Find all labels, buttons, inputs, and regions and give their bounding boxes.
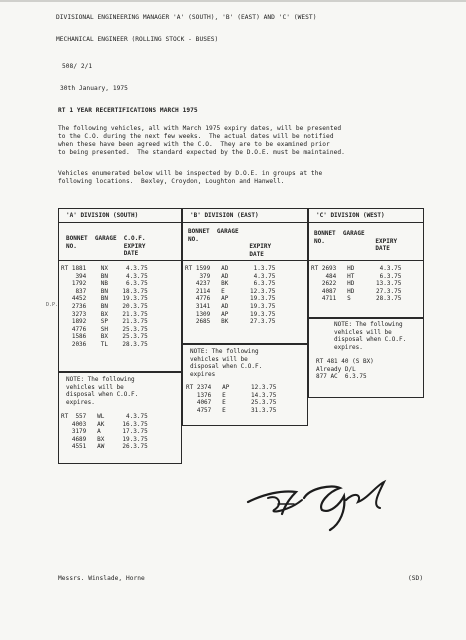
paragraph-1-line: to the C.O. during the next few weeks. The actual dates will be notified <box>58 133 334 140</box>
division-a-column-headers: BONNET GARAGE C.O.F. NO. EXPIRY DATE <box>66 235 146 258</box>
handwritten-signature <box>244 474 394 534</box>
recipients-line: Messrs. Winslade, Horne <box>58 575 145 582</box>
letter-date: 30th January, 1975 <box>60 85 128 92</box>
paragraph-2-line: Vehicles enumerated below will be inspected by D.O.E. in groups at the <box>58 170 323 177</box>
division-b-title: 'B' DIVISION (EAST) <box>190 212 259 219</box>
scan-edge <box>0 0 466 2</box>
paragraph-2-line: following locations. Bexley, Croydon, Loughton and Hanwell. <box>58 178 285 185</box>
paragraph-1-line: when these have been agreed with the C.O. They are to be examined prior <box>58 141 330 148</box>
division-b-disposal-rows: RT 2374 AP 12.3.75 1376 E 14.3.75 4067 E 25.3.75 4757 E 31.3.75 <box>186 384 277 414</box>
division-a-title: 'A' DIVISION (SOUTH) <box>66 212 139 219</box>
header-line-1: DIVISIONAL ENGINEERING MANAGER 'A' (SOUTH), 'B' (EAST) AND 'C' (WEST) <box>56 14 317 21</box>
paragraph-1-line: The following vehicles, all with March 1975 expiry dates, will be presented <box>58 125 342 132</box>
division-a-disposal-rows: RT 557 WL 4.3.75 4003 AK 16.3.75 3179 A 17.3.75 4689 BX 19.3.75 4551 AW 26.3.75 <box>61 413 148 451</box>
division-c-note: NOTE: The following vehicles will be disposal when C.O.F. expires. <box>334 321 407 351</box>
division-a-rows: RT 1881 NX 4.3.75 394 BN 4.3.75 1792 NB 6.3.75 837 BN 18.3.75 4452 BN 19.3.75 2736 BN 20.3.75 3273 BX 21.3.75 1892 SP 21.3.75 4776 SH 25.3.75 1586 BX 25.3.75 2036 TL 28.3.75 <box>61 265 148 348</box>
division-c-disposal-rows: RT 481 40 (S BX) Already D/L 877 AC 6.3.75 <box>316 358 374 381</box>
division-c-column-headers: BONNET GARAGE NO. EXPIRY DATE <box>314 230 398 253</box>
margin-annotation: D.P. <box>46 302 59 308</box>
division-b-rows: RT 1599 AD 1.3.75 379 AD 4.3.75 4237 BK 6.3.75 2114 E 12.3.75 4776 AP 19.3.75 3141 AD 19.3.75 1309 AP 19.3.75 2685 BK 27.3.75 <box>185 265 276 326</box>
subject-line: RT 1 YEAR RECERTIFICATIONS MARCH 1975 <box>58 107 198 114</box>
division-b-note: NOTE: The following vehicles will be disposal when C.O.F. expires <box>190 348 263 378</box>
division-c-title: 'C' DIVISION (WEST) <box>316 212 385 219</box>
division-c-rows: RT 2693 HD 4.3.75 484 HT 6.3.75 2622 HD 13.3.75 4087 HD 27.3.75 4711 S 28.3.75 <box>311 265 402 303</box>
paragraph-1-line: to being presented. The standard expected by the D.O.E. must be maintained. <box>58 149 345 156</box>
typist-code: (SD) <box>408 575 424 582</box>
division-a-note: NOTE: The following vehicles will be disposal when C.O.F. expires. <box>66 376 139 406</box>
header-line-2: MECHANICAL ENGINEER (ROLLING STOCK - BUSES) <box>56 36 219 43</box>
reference-number: 508/ 2/1 <box>62 63 93 70</box>
division-b-column-headers: BONNET GARAGE NO. EXPIRY DATE <box>188 228 272 258</box>
